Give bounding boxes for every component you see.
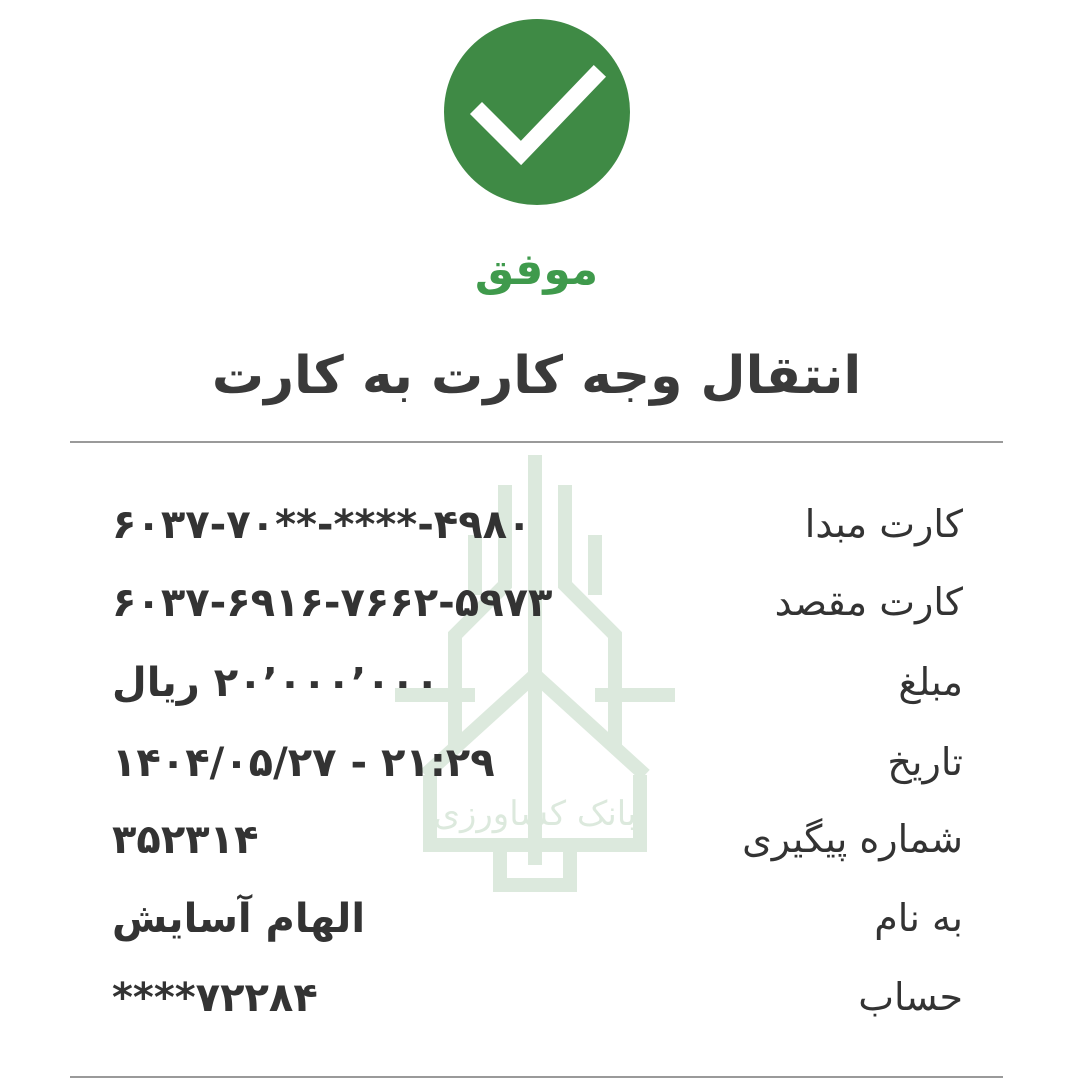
account-label: حساب: [858, 975, 963, 1019]
row-tracking-number: [0, 817, 1073, 877]
date-value: ۱۴۰۴/۰۵/۲۷ - ۲۱:۲۹: [112, 740, 495, 786]
row-date: [0, 740, 1073, 800]
amount-value: ۲۰٬۰۰۰٬۰۰۰ ریال: [112, 660, 440, 706]
amount-label: مبلغ: [898, 660, 963, 704]
row-account: [0, 975, 1073, 1035]
page-title: انتقال وجه کارت به کارت: [211, 346, 862, 406]
divider-bottom: [70, 1076, 1003, 1078]
recipient-name-value: الهام آسایش: [112, 896, 366, 942]
row-source-card: [0, 502, 1073, 562]
date-label: تاریخ: [887, 740, 963, 784]
tracking-number-label: شماره پیگیری: [742, 817, 963, 861]
row-destination-card: [0, 580, 1073, 640]
source-card-value: ۶۰۳۷-۷۰**-****-۴۹۸۰: [112, 502, 532, 548]
destination-card-label: کارت مقصد: [774, 580, 963, 624]
row-recipient-name: [0, 896, 1073, 956]
destination-card-value: ۶۰۳۷-۶۹۱۶-۷۶۶۲-۵۹۷۳: [112, 580, 553, 626]
row-amount: [0, 660, 1073, 720]
watermark-text: بانک کشاورزی: [433, 794, 637, 834]
tracking-number-value: ۳۵۲۳۱۴: [112, 817, 259, 863]
source-card-label: کارت مبدا: [804, 502, 963, 546]
account-value: ****۷۲۲۸۴: [112, 975, 318, 1021]
status-text: موفق: [474, 244, 599, 295]
recipient-name-label: به نام: [874, 896, 963, 940]
